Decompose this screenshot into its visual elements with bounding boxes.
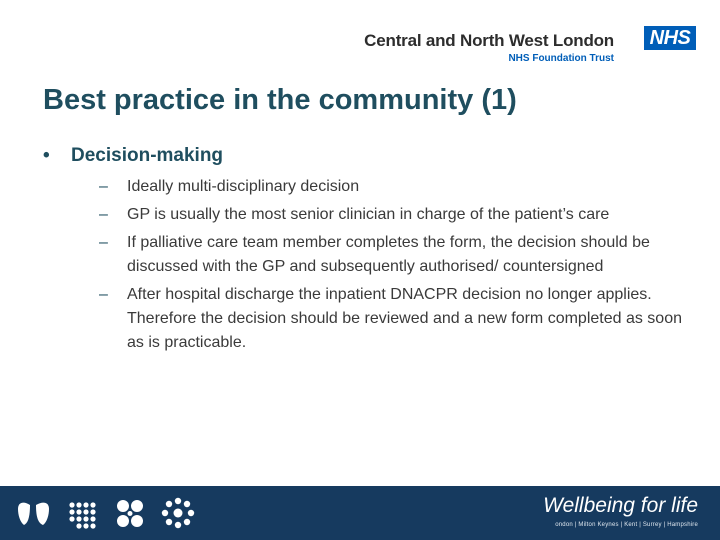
dash-mark: – [99, 178, 108, 195]
org-name: Central and North West London [364, 31, 614, 50]
bullet-mark: • [43, 145, 50, 166]
sub-bullet-item [99, 231, 683, 279]
footer-slogan: Wellbeing for life [543, 494, 698, 517]
trust-name: NHS Foundation Trust [508, 53, 614, 64]
dots-grid-icon [69, 502, 95, 528]
trust-logo [364, 24, 696, 64]
sub-bullet-item [99, 203, 683, 227]
sub-bullet-item [99, 175, 683, 199]
heart-icon [18, 503, 49, 525]
slide-title: Best practice in the community (1) [43, 84, 517, 116]
dash-mark: – [99, 206, 108, 223]
dash-mark: – [99, 286, 108, 303]
footer-locations: ondon | Milton Keynes | Kent | Surrey | Hampshire [555, 522, 698, 528]
petals-icon [115, 498, 146, 530]
sub-bullet-item [99, 283, 683, 355]
slide-content [43, 145, 683, 359]
bullet-item [43, 145, 683, 167]
sub-bullet-text: Ideally multi-disciplinary decision [127, 178, 360, 195]
sub-bullet-text: If palliative care team member completes the form, the decision should be discussed with the GP and subsequently authorised/ countersigned [127, 234, 650, 275]
footer-icons [14, 495, 204, 531]
footer-bar [0, 486, 720, 540]
nhs-badge: NHS [644, 26, 696, 50]
flower-ring-icon [162, 498, 194, 528]
sub-bullet-text: GP is usually the most senior clinician in charge of the patient’s care [127, 206, 610, 223]
dash-mark: – [99, 234, 108, 251]
sub-bullet-text: After hospital discharge the inpatient DNACPR decision no longer applies. Therefore the decision should be reviewed and a new form completed as soon as is practicable. [127, 286, 682, 351]
bullet-text: Decision-making [71, 145, 224, 166]
sub-bullet-list [99, 175, 683, 355]
